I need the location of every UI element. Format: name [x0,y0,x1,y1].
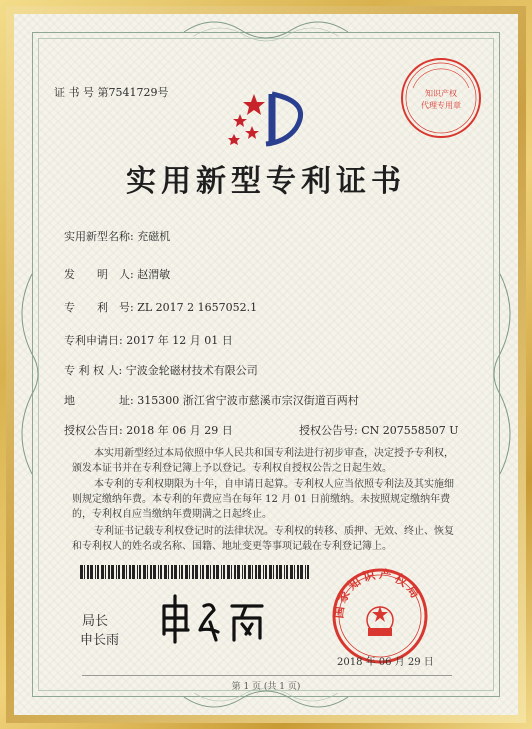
paragraph-3: 专利证书记载专利权登记时的法律状况。专利权的转移、质押、无效、终止、恢复和专利权人的姓名或名称、国籍、地址变更等事项记载在专利登记簿上。 [72,526,454,552]
barcode-bar [132,565,135,579]
barcode-bar [258,565,261,579]
barcode-bar [279,565,282,579]
barcode-bar [150,565,152,579]
field-value: 宁波金轮磁材技术有限公司 [125,364,258,377]
grant-date [64,422,233,438]
barcode-bar [97,565,99,579]
barcode-bar [265,565,267,579]
barcode-bar [213,565,215,579]
barcode-bar [200,565,201,579]
certificate-title: 实用新型专利证书 [126,164,406,199]
stamp-line2: 代理专用章 [421,101,461,110]
barcode-bar [95,565,96,579]
barcode-bar [160,565,162,579]
barcode-bar [192,565,194,579]
barcode-bar [206,565,209,579]
field-row-address [64,392,359,408]
barcode-bar [171,565,173,579]
director-signature [154,592,274,646]
barcode-bar [307,565,309,579]
barcode-bar [269,565,272,579]
field-label: 专利申请日: [64,334,123,347]
barcode-bar [276,565,278,579]
cert-no-value: 7541729 [108,86,158,99]
barcode-bar [234,565,236,579]
field-row-inventor [64,266,170,282]
field-value: 2017 年 12 月 01 日 [126,334,233,347]
barcode-bar [237,565,240,579]
field-value: 315300 浙江省宁波市慈溪市宗汉街道百两村 [137,394,359,407]
agency-stamp [399,56,483,140]
cert-no-suffix: 号 [157,86,169,99]
barcode-bar [137,565,138,579]
barcode-bar [111,565,114,579]
barcode-bar [255,565,257,579]
seal-text: 国家知识产权局 [331,566,425,620]
patent-office-logo [226,88,316,150]
barcode-bar [227,565,230,579]
barcode-bar [210,565,211,579]
barcode-bar [297,565,299,579]
barcode-bar [305,565,306,579]
seal-date: 2018 年 06 月 29 日 [337,657,434,668]
barcode-bar [158,565,159,579]
certificate-paper [14,14,518,715]
grant-no-label: 授权公告号: [299,424,358,437]
barcode-bar [118,565,120,579]
barcode-bar [143,565,146,579]
barcode-bar [181,565,183,579]
barcode-bar [252,565,253,579]
barcode-bar [286,565,288,579]
field-row-application-date [64,332,233,348]
barcode-bar [139,565,141,579]
barcode-bar [87,565,89,579]
barcode-bar [244,565,246,579]
field-row-patent-number [64,299,257,315]
svg-text:国家知识产权局 [331,566,424,619]
barcode [80,565,310,579]
field-label: 专 利 号: [64,301,134,314]
barcode-bar [284,565,285,579]
barcode-bar [122,565,125,579]
field-label: 地 址: [64,394,134,407]
field-value: ZL 2017 2 1657052.1 [137,301,258,314]
grant-date-value: 2018 年 06 月 29 日 [126,424,233,437]
certificate-number [54,84,169,100]
field-value: 赵渭敏 [137,268,171,281]
barcode-bar [223,565,225,579]
paragraph-2: 本专利的专利权期限为十年，自申请日起算。专利权人应当依照专利法及其实施细则规定缴纳年费。本专利的年费应当在每年 12 月 01 日前缴纳。未按照规定缴纳年费的，专利权自应当缴纳年费期满之日起终止。 [72,479,454,520]
barcode-bar [174,565,177,579]
field-row-patentee [64,362,258,378]
barcode-bar [263,565,264,579]
field-value: 充磁机 [137,230,171,243]
field-label: 发 明 人: [64,268,134,281]
barcode-bar [84,565,85,579]
director-name: 申长雨 [80,633,120,648]
barcode-bar [105,565,106,579]
barcode-bar [273,565,274,579]
barcode-bar [242,565,243,579]
cert-no-label: 证 书 号 第 [54,86,109,99]
director-title: 局长 [82,614,109,629]
barcode-bar [129,565,131,579]
barcode-bar [126,565,127,579]
field-label: 专 利 权 人: [64,364,123,377]
stamp-line1: 知识产权 [425,89,457,98]
barcode-bar [195,565,198,579]
barcode-bar [221,565,222,579]
grant-date-label: 授权公告日: [64,424,123,437]
barcode-bar [168,565,169,579]
national-ip-seal [330,566,430,666]
barcode-bar [153,565,156,579]
grant-number [299,422,459,438]
barcode-bar [185,565,188,579]
barcode-bar [248,565,251,579]
barcode-bar [116,565,117,579]
barcode-bar [80,565,83,579]
barcode-bar [216,565,219,579]
barcode-bar [147,565,148,579]
field-row-name [64,228,170,244]
field-label: 实用新型名称: [64,230,134,243]
barcode-bar [108,565,110,579]
barcode-bar [231,565,232,579]
barcode-bar [290,565,293,579]
barcode-bar [179,565,180,579]
barcode-bar [294,565,295,579]
barcode-bar [101,565,104,579]
barcode-bar [90,565,93,579]
barcode-bar [189,565,190,579]
footer-divider [82,675,452,676]
page-footer: 第 1 页 (共 1 页) [231,682,301,692]
barcode-bar [300,565,303,579]
barcode-bar [164,565,167,579]
grant-no-value: CN 207558507 U [361,424,459,437]
paragraph-1: 本实用新型经过本局依照中华人民共和国专利法进行初步审查，决定授予专利权，颁发本证书并在专利登记簿上予以登记。专利权自授权公告之日起生效。 [72,448,454,474]
barcode-bar [202,565,204,579]
